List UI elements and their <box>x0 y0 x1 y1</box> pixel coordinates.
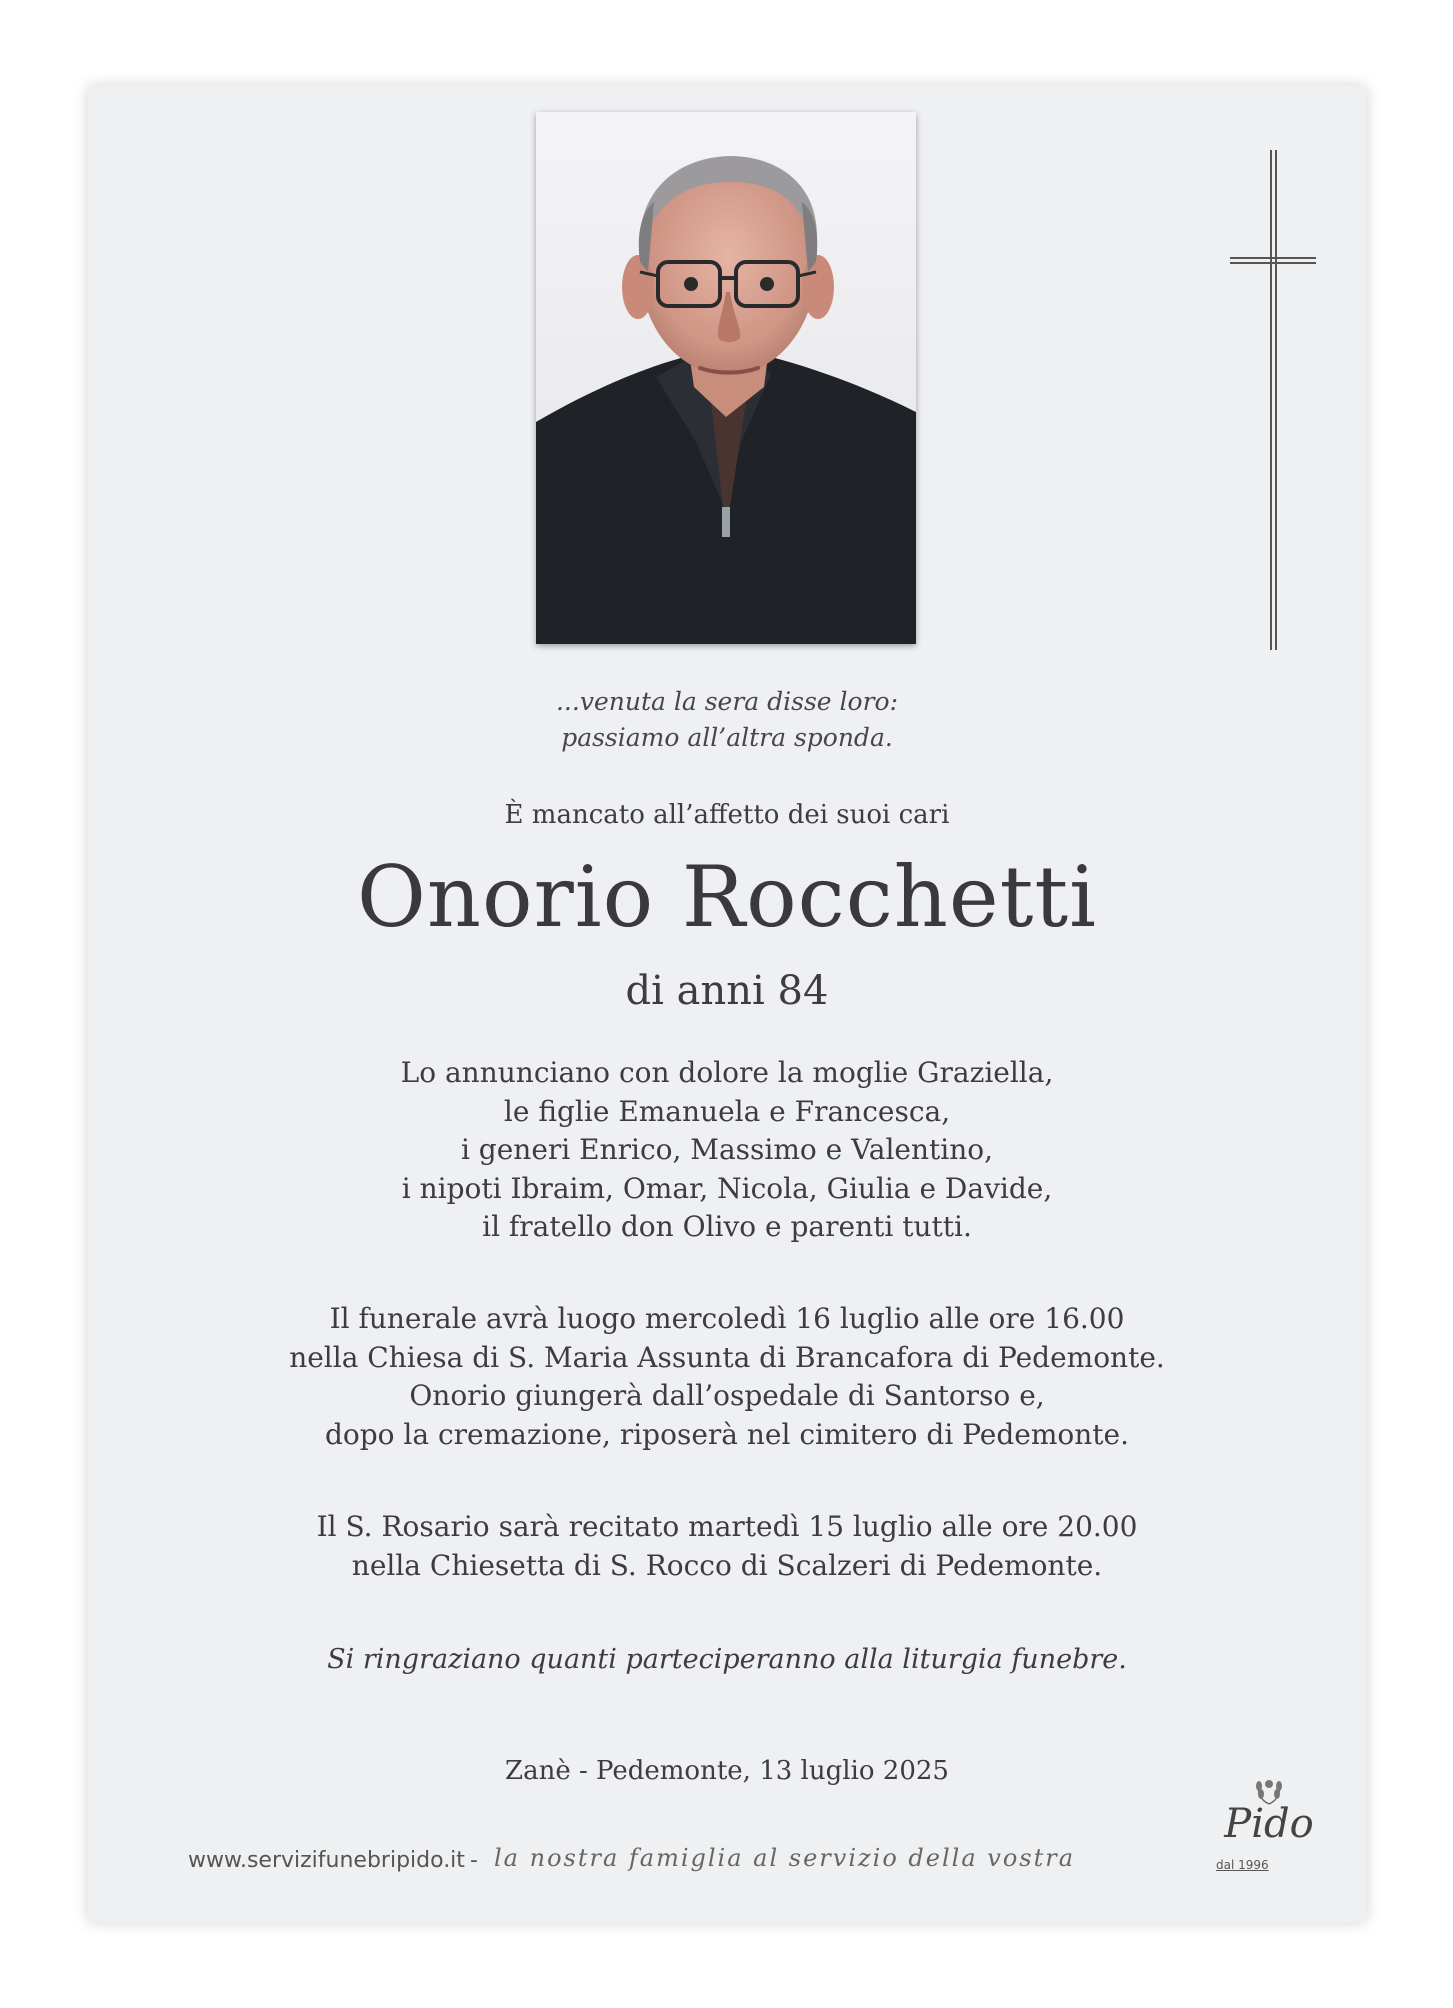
rosary-line: nella Chiesetta di S. Rocco di Scalzeri di Pedemonte. <box>351 1548 1103 1582</box>
funeral-line: dopo la cremazione, riposerà nel cimitero di Pedemonte. <box>324 1417 1130 1451</box>
family-line: i nipoti Ibraim, Omar, Nicola, Giulia e Davide, <box>401 1171 1053 1205</box>
website-link[interactable]: www.servizifunebripido.it <box>188 1848 465 1873</box>
funeral-details <box>88 1300 1366 1454</box>
footer-slogan: la nostra famiglia al servizio della vostra <box>494 1844 1076 1872</box>
thanks-note: Si ringraziano quanti parteciperanno alla liturgia funebre. <box>327 1644 1127 1675</box>
deceased-age: di anni 84 <box>625 968 829 1014</box>
deceased-name: Onorio Rocchetti <box>357 848 1097 946</box>
funeral-line: nella Chiesa di S. Maria Assunta di Brancafora di Pedemonte. <box>289 1340 1165 1374</box>
logo-since: dal 1996 <box>1216 1858 1269 1872</box>
rosary-details <box>88 1508 1366 1585</box>
family-line: le figlie Emanuela e Francesca, <box>503 1094 951 1128</box>
funeral-line: Il funerale avrà luogo mercoledì 16 luglio alle ore 16.00 <box>329 1302 1125 1335</box>
epigraph-line: ...venuta la sera disse loro: <box>555 687 898 716</box>
family-line: il fratello don Olivo e parenti tutti. <box>482 1210 972 1243</box>
intro-text: È mancato all’affetto dei suoi cari <box>504 800 950 830</box>
family-line: Lo annunciano con dolore la moglie Graziella, <box>400 1056 1054 1089</box>
obituary-card <box>88 86 1366 1922</box>
logo-name: Pido <box>1224 1801 1314 1847</box>
funeral-line: Onorio giungerà dall’ospedale di Santorso e, <box>409 1379 1045 1412</box>
place-and-date: Zanè - Pedemonte, 13 luglio 2025 <box>505 1756 949 1786</box>
epigraph <box>88 684 1366 756</box>
rosary-line: Il S. Rosario sarà recitato martedì 15 luglio alle ore 20.00 <box>316 1510 1138 1543</box>
footer-separator: - <box>470 1848 478 1873</box>
cross-icon <box>1228 150 1318 650</box>
epigraph-line: passiamo all’altra sponda. <box>561 723 893 752</box>
funeral-home-logo <box>1214 1776 1324 1876</box>
portrait-image <box>536 112 916 644</box>
portrait-photo <box>536 112 916 644</box>
family-line: i generi Enrico, Massimo e Valentino, <box>460 1133 994 1166</box>
family-announcement <box>88 1054 1366 1247</box>
